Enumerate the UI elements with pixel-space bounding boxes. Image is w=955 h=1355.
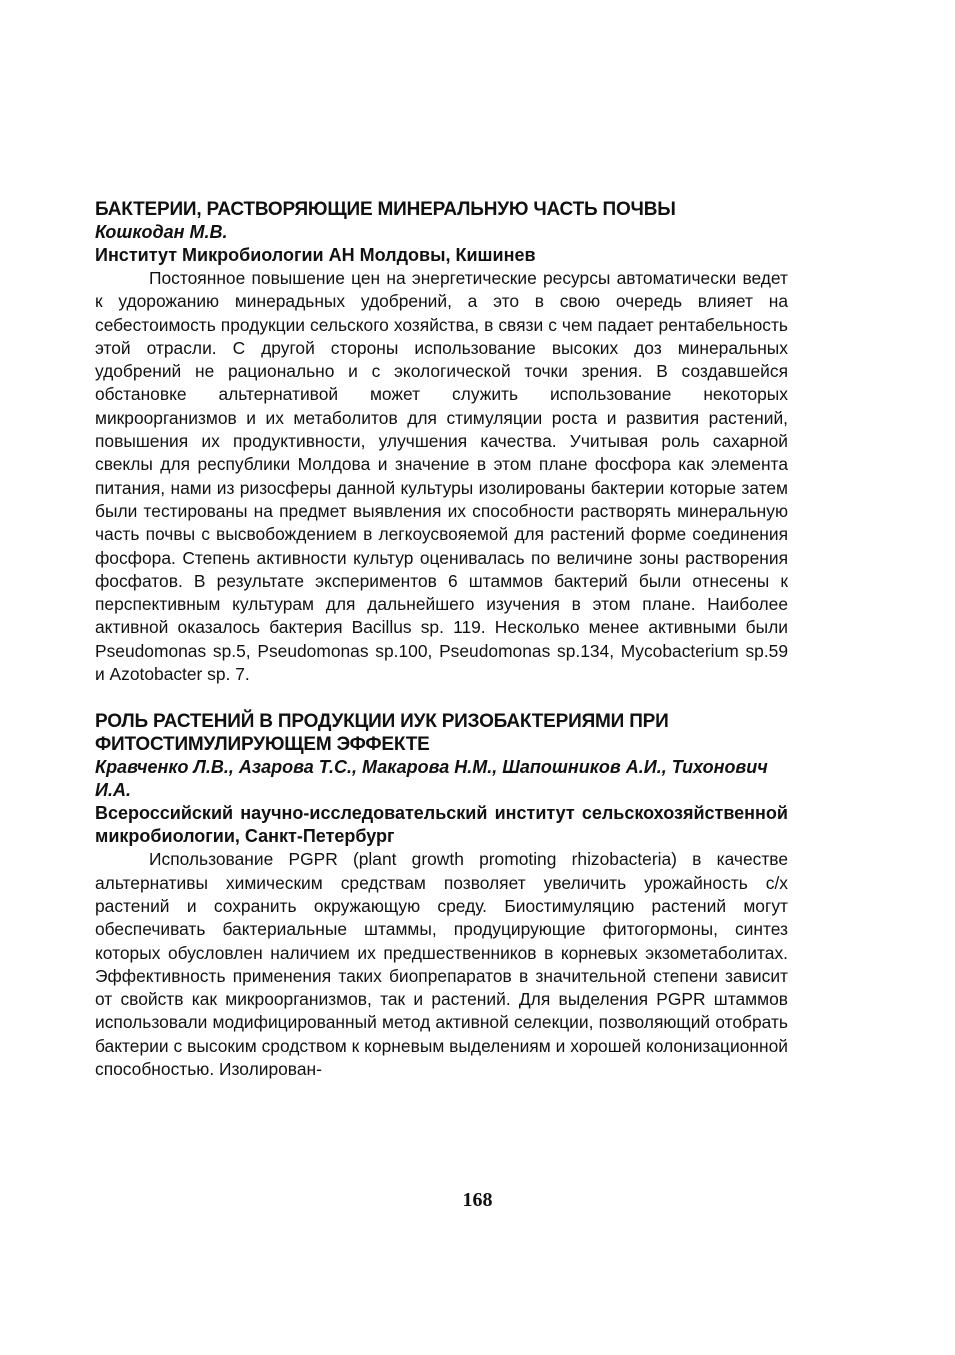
article-affiliation: Всероссийский научно-исследовательский институт сельскохозяйственной микробиологии, Санкт-Петербург [95, 803, 788, 847]
article-affiliation: Институт Микробиологии АН Молдовы, Кишинев [95, 245, 536, 265]
article-plants-iaa-rhizobacteria [95, 710, 788, 1081]
article-authors: Кравченко Л.В., Азарова Т.С., Макарова Н.М., Шапошников А.И., Тихонович И.А. [95, 757, 768, 801]
page-number: 168 [462, 1189, 493, 1211]
article-authors: Кошкодан М.В. [95, 222, 228, 242]
article-title: РОЛЬ РАСТЕНИЙ В ПРОДУКЦИИ ИУК РИЗОБАКТЕРИЯМИ ПРИ ФИТОСТИМУЛИРУЮЩЕМ ЭФФЕКТЕ [95, 711, 669, 756]
article-title: БАКТЕРИИ, РАСТВОРЯЮЩИЕ МИНЕРАЛЬНУЮ ЧАСТЬ ПОЧВЫ [95, 199, 676, 220]
article-body: Использование PGPR (plant growth promoting rhizobacteria) в качестве альтернативы химическим средствам позволяет увеличить урожайность с/х растений и сохранить окружающую среду. Биостимуляцию растений могут обеспечивать бактериальные штаммы, продуцирующие фитогормоны, синтез которых обусловлен наличием их предшественников в корневых экзометаболитах. Эффективность применения таких биопрепаратов в значительной степени зависит от свойств как микроорганизмов, так и растений. Для выделения PGPR штаммов использовали модифицированный метод активной селекции, позволяющий отобрать бактерии с высоким сродством к корневым выделениям и хорошей колонизационной способностью. Изолирован- [95, 849, 788, 1080]
article-body: Постоянное повышение цен на энергетические ресурсы автоматически ведет к удорожанию минерадьных удобрений, а это в свою очередь влияет на себестоимость продукции сельского хозяйства, в связи с чем падает рентабельность этой отрасли. С другой стороны использование высоких доз минеральных удобрений не рационально и с экологической точки зрения. В создавшейся обстановке альтернативой может служить использование некоторых микроорганизмов и их метаболитов для стимуляции роста и развития растений, повышения их продуктивности, улучшения качества. Учитывая роль сахарной свеклы для республики Молдова и значение в этом плане фосфора как элемента питания, нами из ризосферы данной культуры изолированы бактерии которые затем были тестированы на предмет выявления их способности растворять минеральную часть почвы с высвобождением в легкоусвояемой для растений форме соединения фосфора. Степень активности культур оценивалась по величине зоны растворения фосфатов. В результате экспериментов 6 штаммов бактерий были отнесены к перспективным культурам для дальнейшего изучения в этом плане. Наиболее активной оказалось бактерия Bacillus sp. 119. Несколько менее активными были Pseudomonas sp.5, Pseudomonas sp.100, Pseudomonas sp.134, Mycobacterium sp.59 и Azotobacter sp. 7. [95, 268, 788, 685]
article-bacteria-mineral-soil [95, 198, 788, 686]
page-content [95, 198, 788, 1081]
